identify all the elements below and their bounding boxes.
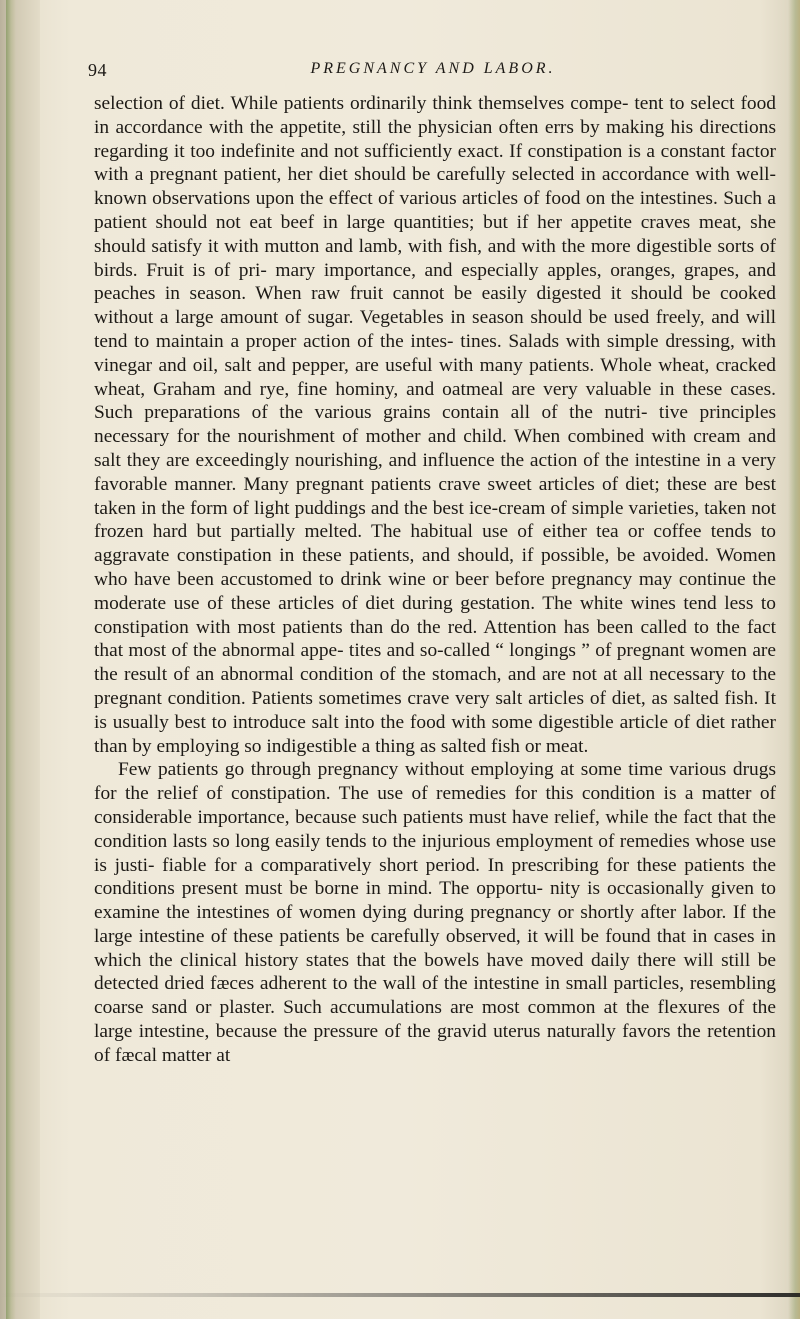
page-right-edge [788,0,800,1319]
running-head: PREGNANCY AND LABOR. [310,60,556,77]
page-number: 94 [88,60,107,80]
binding-edge [6,0,16,1319]
paragraph-drugs: Few patients go through pregnancy without employing at some time various drugs for the relief of constipation. The use of remedies for this condition is a matter of considerable importance, because such patients must have relief, while the fact that the condition lasts so long easily tends to the injurious employment of remedies whose use is justi- fiable for a comparatively short period. In prescribing for these patients the conditions present must be borne in mind. The opportu- nity is occasionally given to examine the intestines of women dying during pregnancy or shortly after labor. If the large intestine of these patients be carefully observed, it will be found that in cases in which the clinical history states that the bowels have moved daily there will still be detected dried fæces adherent to the wall of the intestine in small particles, resembling coarse sand or plaster. Such accumulations are most common at the flexures of the large intestine, because the pressure of the gravid uterus naturally favors the retention of fæcal matter at [94,759,776,1066]
paragraph-diet: selection of diet. While patients ordinarily think themselves compe- tent to select food in accordance with the appetite, still the physician often errs by making his directions regarding it too indefinite and not sufficiently exact. If constipation is a constant factor with a pregnant patient, her diet should be carefully selected in accordance with well- known observations upon the effect of various articles of food on the intestines. Such a patient should not eat beef in large quantities; but if her appetite craves meat, she should satisfy it with mutton and lamb, with fish, and with the more digestible sorts of birds. Fruit is of pri- mary importance, and especially apples, oranges, grapes, and peaches in season. When raw fruit cannot be easily digested it should be cooked without a large amount of sugar. Vegetables in season should be used freely, and will tend to maintain a proper action of the intes- tines. Salads with simple dressing, with vinegar and oil, salt and pepper, are useful with many patients. Whole wheat, cracked wheat, Graham and rye, fine hominy, and oatmeal are very valuable in these cases. Such preparations of the various grains contain all of the nutri- tive principles necessary for the nourishment of mother and child. When combined with cream and salt they are exceedingly nourishing, and influence the action of the intestine in a very favorable manner. Many pregnant patients crave sweet articles of diet; these are best taken in the form of light puddings and the best ice-cream of simple varieties, taken not frozen hard but partially melted. The habitual use of either tea or coffee tends to aggravate constipation in these patients, and should, if possible, be avoided. Women who have been accustomed to drink wine or beer before pregnancy may continue the moderate use of these articles of diet during gestation. The white wines tend less to constipation with most patients than do the red. Attention has been called to the fact that most of the abnormal appe- tites and so-called “ longings ” of pregnant women are the result of an abnormal condition of the stomach, and are not at all necessary to the pregnant condition. Patients sometimes crave very salt articles of diet, as salted fish. It is usually best to introduce salt into the food with some digestible article of diet rather than by employing so indigestible a thing as salted fish or meat. [94,93,776,757]
page-header [88,48,778,84]
body-text [94,92,776,1068]
bottom-edge-rule [0,1293,800,1297]
